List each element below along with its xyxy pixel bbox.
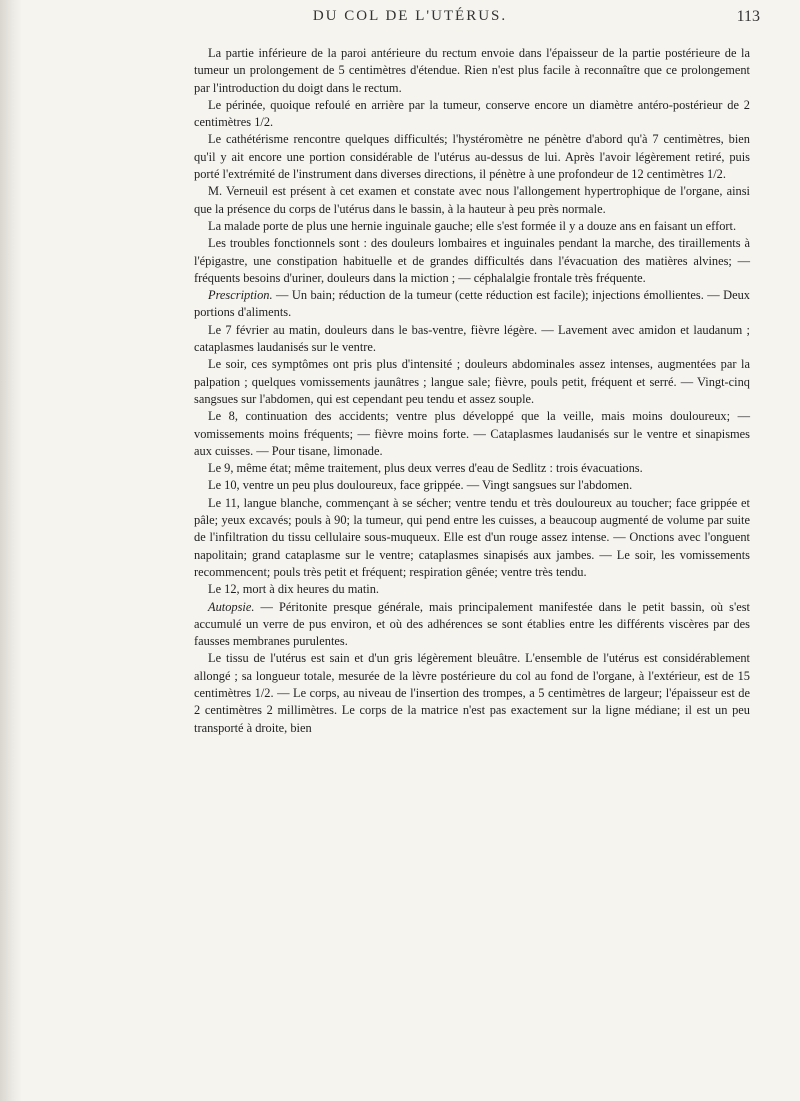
section-lead-prescription: Prescription. [208,288,273,303]
paragraph: Le 10, ventre un peu plus douloureux, face grippée. — Vingt sangsues sur l'abdomen. [208,478,633,493]
paragraph: Le périnée, quoique refoulé en arrière par la tumeur, conserve encore un diamètre antéro-postérieur de 2 centimètres 1/2. [194,97,750,130]
paragraph-prescription: Prescription. — Un bain; réduction de la tumeur (cette réduction est facile); injections émollientes. — Deux portions d'aliments. [194,288,750,320]
paragraph: Le 8, continuation des accidents; ventre plus développé que la veille, mais moins douloureux; — vomissements moins fréquents; — fièvre moins forte. — Cataplasmes laudanisés sur le ventre et sinapismes aux cuisses. — Pour tisane, limonade. [194,409,750,458]
section-lead-autopsie: Autopsie. [208,599,255,614]
paragraph: Le 12, mort à dix heures du matin. [208,582,380,597]
paragraph: La partie inférieure de la paroi antérieure du rectum envoie dans l'épaisseur de la partie postérieure de la tumeur un prolongement de 5 centimètres d'étendue. Rien n'est plus facile à reconnaître que ce prolongement par l'introduction du doigt dans le rectum. [194,46,750,95]
paragraph: Le 7 février au matin, douleurs dans le bas-ventre, fièvre légère. — Lavement avec amidon et laudanum ; cataplasmes laudanisés sur le ventre. [194,322,750,355]
paragraph-autopsie: Autopsie. — Péritonite presque générale, mais principalement manifestée dans le petit bassin, où s'est accumulé un verre de pus environ, et où des adhérences se sont établies entre les différents viscères par des fausses membranes purulentes. [194,599,750,649]
page-number: 113 [736,8,760,25]
paragraph: Le tissu de l'utérus est sain et d'un gris légèrement bleuâtre. L'ensemble de l'utérus est considérablement allongé ; sa longueur totale, mesurée de la lèvre postérieure du col au fond de l'organe, à l'extérieur, est de 15 centimètres 1/2. — Le corps, au niveau de l'insertion des trompes, a 5 centimètres de largeur; l'épaisseur est de 2 centimètres 2 millimètres. Le corps de la matrice n'est pas exactement sur la ligne médiane; il est un peu transporté à droite, bien [194,651,750,735]
paragraph: Le soir, ces symptômes ont pris plus d'intensité ; douleurs abdominales assez intenses, augmentées par la palpation ; quelques vomissements jaunâtres ; langue sale; fièvre, pouls petit, fréquent et serré. — Vingt-cinq sangsues sur l'abdomen, qui est cependant peu tendu et assez souple. [194,357,750,406]
paragraph: Le 11, langue blanche, commençant à se sécher; ventre tendu et très douloureux au toucher; face grippée et pâle; yeux excavés; pouls à 90; la tumeur, qui pend entre les cuisses, a beaucoup augmenté de volume par suite de l'infiltration du tissu cellulaire sous-muqueux. Elle est d'un rouge assez intense. — Onctions avec l'onguent napolitain; grand cataplasme sur le ventre; cataplasmes sinapisés aux jambes. — Le soir, les vomissements recommencent; pouls très petit et fréquent; respiration gênée; ventre très tendu. [194,495,750,579]
running-head [60,8,760,32]
paragraph: Le 9, même état; même traitement, plus deux verres d'eau de Sedlitz : trois évacuations. [208,461,643,476]
body-text [194,45,750,737]
paragraph: M. Verneuil est présent à cet examen et constate avec nous l'allongement hypertrophique de l'organe, ainsi que la présence du corps de l'utérus dans le bassin, à la hauteur à peu près normale. [194,184,750,216]
running-title: DU COL DE L'UTÉRUS. [312,8,508,24]
paragraph: Le cathétérisme rencontre quelques difficultés; l'hystéromètre ne pénètre d'abord qu'à 7 centimètres, bien qu'il y ait encore une portion considérable de l'utérus au-dessus de lui. Après l'avoir légèrement retiré, puis porté l'extrémité de l'instrument dans diverses directions, il pénètre à une profondeur de 12 centimètres 1/2. [194,132,750,182]
paragraph: Les troubles fonctionnels sont : des douleurs lombaires et inguinales pendant la marche, des tiraillements à l'épigastre, une constipation habituelle et de grandes difficultés dans l'évacuation des matières alvines; — fréquents besoins d'uriner, douleurs dans la miction ; — céphalalgie frontale très fréquente. [194,236,750,285]
paragraph: La malade porte de plus une hernie inguinale gauche; elle s'est formée il y a douze ans en faisant un effort. [208,218,737,233]
page-spine-shadow [0,0,22,1101]
